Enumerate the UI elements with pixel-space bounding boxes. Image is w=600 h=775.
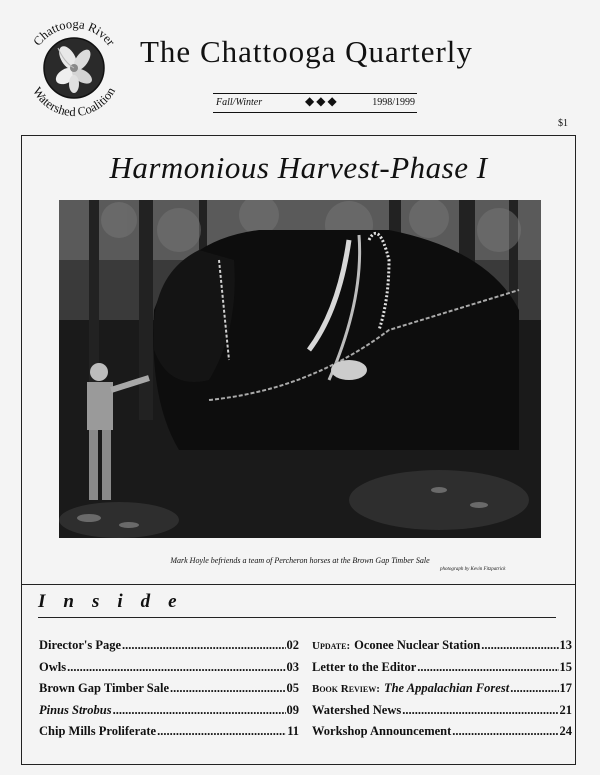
photo-credit: photograph by Kevin Fitzpatrick	[440, 567, 506, 572]
toc-entry[interactable]	[39, 638, 299, 660]
issue-years: 1998/1999	[372, 97, 415, 108]
toc-entry-page: 05	[286, 681, 299, 695]
headline: Harmonious Harvest-Phase I	[109, 150, 488, 185]
inside-heading: Inside	[38, 591, 195, 612]
inside-rule	[38, 617, 556, 618]
toc-entry-label: Update:	[312, 640, 351, 652]
toc-entry-page: 11	[287, 724, 299, 738]
toc-entry-page: 02	[286, 638, 299, 652]
cover-photo	[59, 200, 541, 538]
toc-entry-page: 09	[286, 702, 299, 717]
toc-entry-title: Chip Mills Proliferate	[39, 724, 157, 738]
price: $1	[558, 118, 568, 129]
toc-entry[interactable]	[312, 638, 572, 660]
logo-text-top: Chattooga River	[30, 16, 118, 49]
toc-entry[interactable]	[39, 660, 299, 682]
toc-entry-title: Director's Page	[39, 638, 122, 652]
toc-left-column	[39, 638, 299, 746]
toc-right-column	[312, 638, 572, 746]
logo-text-bottom: Watershed Coalition	[29, 84, 118, 120]
toc-entry[interactable]	[39, 703, 299, 725]
toc-entry-title: Pinus Strobus	[39, 702, 112, 717]
toc-entry-page: 13	[559, 638, 572, 652]
toc-entry[interactable]	[312, 681, 572, 703]
coalition-logo	[18, 12, 130, 124]
section-divider	[21, 584, 576, 585]
toc-entry[interactable]	[39, 681, 299, 703]
toc-entry-title: Workshop Announcement	[312, 724, 452, 738]
toc-entry-label: Book Review:	[312, 683, 380, 695]
toc-entry[interactable]	[312, 660, 572, 682]
masthead-title: The Chattooga Quarterly	[140, 34, 473, 69]
toc-entry-title: Brown Gap Timber Sale	[39, 681, 170, 695]
toc-entry-page: 21	[559, 702, 572, 717]
toc-entry-title: The Appalachian Forest	[383, 681, 510, 695]
toc-entry-title: Watershed News	[312, 702, 402, 717]
toc-entry-page: 24	[559, 724, 572, 738]
issue-bar	[213, 93, 417, 113]
toc-entry-title: Oconee Nuclear Station	[354, 638, 481, 652]
toc-entry-page: 17	[559, 681, 572, 695]
toc-entry-page: 15	[559, 659, 572, 674]
issue-season: Fall/Winter	[216, 97, 263, 108]
photo-caption: Mark Hoyle befriends a team of Percheron horses at the Brown Gap Timber Sale	[170, 556, 430, 565]
toc-entry[interactable]	[39, 724, 299, 746]
toc-entry[interactable]	[312, 703, 572, 725]
toc-entry-title: Owls	[39, 659, 67, 674]
toc-entry[interactable]	[312, 724, 572, 746]
toc-entry-title: Letter to the Editor	[312, 659, 417, 674]
toc-entry-page: 03	[286, 659, 299, 674]
diamond-ornament-icon: ◆◆◆	[305, 94, 339, 108]
